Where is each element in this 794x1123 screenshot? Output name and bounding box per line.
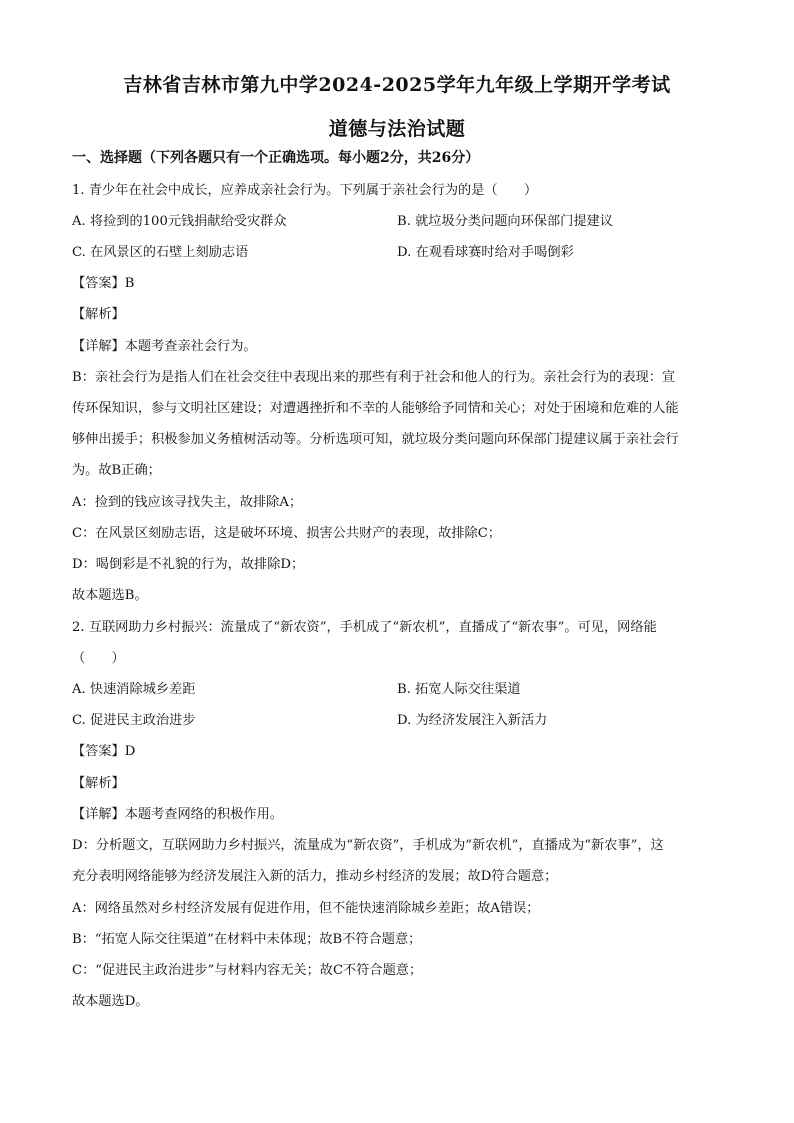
question-2-option-a: A. 快速消除城乡差距 bbox=[72, 682, 196, 697]
question-1-option-a: A. 将捡到的100元钱捐献给受灾群众 bbox=[72, 214, 287, 229]
question-2-explain-line: C：“促进民主政治进步”与材料内容无关；故C不符合题意； bbox=[72, 963, 423, 978]
question-2-explain-line: B：“拓宽人际交往渠道”在材料中未体现；故B不符合题意； bbox=[72, 932, 422, 947]
question-1-option-d: D. 在观看球赛时给对手喝倒彩 bbox=[397, 245, 574, 260]
question-1-stem: 1. 青少年在社会中成长，应养成亲社会行为。下列属于亲社会行为的是（ ） bbox=[72, 183, 538, 198]
question-1-explain-line: 为。故B正确； bbox=[72, 463, 161, 478]
question-2-option-d: D. 为经济发展注入新活力 bbox=[397, 713, 548, 728]
section-heading: 一、选择题（下列各题只有一个正确选项。每小题2分，共26分） bbox=[72, 150, 480, 166]
question-1-answer: 【答案】B bbox=[72, 276, 135, 291]
question-1-analysis-tag: 【解析】 bbox=[72, 307, 125, 322]
question-1-explain-line: 够伸出援手；积极参加义务植树活动等。分析选项可知，就垃圾分类问题向环保部门提建议属于亲社会行 bbox=[72, 432, 679, 447]
question-1-conclusion: 故本题选B。 bbox=[72, 588, 148, 603]
question-1-option-c: C. 在风景区的石壁上刻励志语 bbox=[72, 245, 249, 260]
question-2-analysis-tag: 【解析】 bbox=[72, 776, 125, 791]
question-1-explain-line: B：亲社会行为是指人们在社会交往中表现出来的那些有利于社会和他人的行为。亲社会行为的表现：宣 bbox=[72, 370, 676, 385]
question-2-stem-blank: （ ） bbox=[72, 651, 125, 666]
question-2-answer: 【答案】D bbox=[72, 744, 136, 759]
question-2-explain-line: D：分析题文，互联网助力乡村振兴，流量成为“新农资”，手机成为“新农机”，直播成为“新农事”，这 bbox=[72, 838, 664, 853]
question-1-explain-line: D：喝倒彩是不礼貌的行为，故排除D； bbox=[72, 557, 305, 572]
document-subtitle: 道德与法治试题 bbox=[328, 118, 466, 140]
question-2-explain-line: A：网络虽然对乡村经济发展有促进作用，但不能快速消除城乡差距；故A错误； bbox=[72, 901, 540, 916]
question-2-option-b: B. 拓宽人际交往渠道 bbox=[397, 682, 521, 697]
question-2-option-c: C. 促进民主政治进步 bbox=[72, 713, 196, 728]
question-2-detail: 【详解】本题考查网络的积极作用。 bbox=[72, 807, 283, 822]
question-2-conclusion: 故本题选D。 bbox=[72, 994, 149, 1009]
question-1-option-b: B. 就垃圾分类问题向环保部门提建议 bbox=[397, 214, 613, 229]
question-1-explain-line: 传环保知识，参与文明社区建设；对遭遇挫折和不幸的人能够给予同情和关心；对处于困境和危难的人能 bbox=[72, 401, 679, 416]
question-2-explain-line: 充分表明网络能够为经济发展注入新的活力，推动乡村经济的发展；故D符合题意； bbox=[72, 869, 558, 884]
document-title: 吉林省吉林市第九中学2024-2025学年九年级上学期开学考试 bbox=[123, 74, 671, 96]
question-1-explain-line: C：在风景区刻励志语，这是破坏环境、损害公共财产的表现，故排除C； bbox=[72, 526, 501, 541]
question-2-stem: 2. 互联网助力乡村振兴：流量成了“新农资”，手机成了“新农机”，直播成了“新农事”。可见，网络能 bbox=[72, 620, 657, 635]
question-1-detail: 【详解】本题考查亲社会行为。 bbox=[72, 339, 257, 354]
question-1-explain-line: A：捡到的钱应该寻找失主，故排除A； bbox=[72, 495, 303, 510]
